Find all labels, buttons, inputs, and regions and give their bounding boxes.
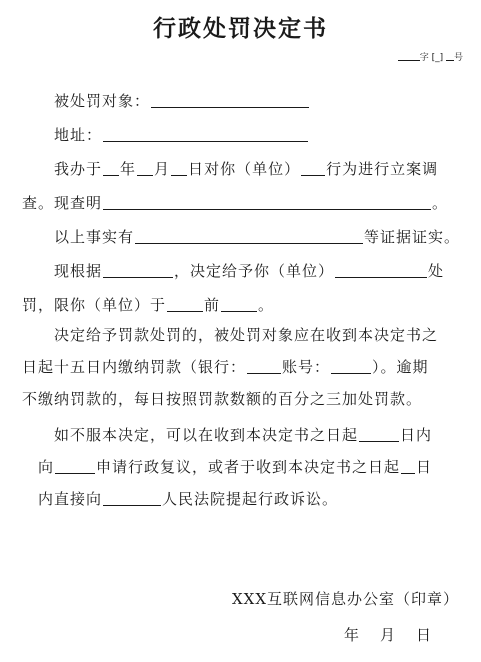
page-title: 行政处罚决定书: [153, 16, 328, 42]
doc-number-bracket: [_]: [431, 53, 444, 63]
deadline-field[interactable]: [167, 297, 203, 312]
target-label: 被处罚对象：: [54, 92, 151, 110]
action-field[interactable]: [221, 297, 257, 312]
issuing-office-seal: XXX互联网信息办公室（印章）: [232, 590, 460, 608]
p5-text-b: 日内: [400, 426, 433, 444]
signature-day: 日: [416, 626, 433, 644]
p4-text-c: ）。逾期: [372, 358, 429, 376]
findings-field[interactable]: [103, 195, 431, 210]
signature-date: [344, 624, 432, 645]
court-field[interactable]: [103, 491, 161, 506]
target-field[interactable]: [151, 93, 309, 108]
bank-field[interactable]: [247, 359, 281, 374]
p2-text-a: 以上事实有: [54, 228, 135, 246]
paragraph-4-line-2: [22, 356, 429, 377]
doc-number-hao: 号: [453, 53, 463, 63]
p3-text-d: 罚，限你（单位）于: [22, 296, 167, 314]
address-row: [54, 124, 309, 145]
review-days-field[interactable]: [359, 427, 399, 442]
paragraph-1-line-1: [54, 158, 438, 179]
paragraph-1-line-2: [22, 192, 448, 213]
p1-text-c: 行为进行立案调: [326, 160, 439, 178]
paragraph-4-line-3: 不缴纳罚款的，每日按照罚款数额的百分之三加处罚款。: [22, 390, 423, 408]
legal-basis-field[interactable]: [103, 263, 173, 278]
p3-text-a: 现根据: [54, 262, 103, 280]
paragraph-3-line-1: [54, 260, 444, 281]
p3-text-e: 前: [204, 296, 221, 314]
lawsuit-days-field[interactable]: [401, 459, 415, 474]
paragraph-5-line-1: [54, 424, 432, 445]
target-row: [54, 90, 310, 111]
paragraph-2: [54, 226, 460, 247]
paragraph-3-line-2: [22, 294, 274, 315]
review-agency-field[interactable]: [55, 459, 95, 474]
account-field[interactable]: [331, 359, 371, 374]
p4-text-b: 账号：: [282, 358, 331, 376]
day-field[interactable]: [171, 161, 187, 176]
p1-text-a: 我办于: [54, 160, 103, 178]
p3-text-c: 处: [428, 262, 445, 280]
paragraph-5-line-2: [38, 456, 432, 477]
address-field[interactable]: [103, 127, 308, 142]
signature-month: 月: [380, 626, 397, 644]
p1-month: 月: [154, 160, 171, 178]
p5-text-g: 人民法院提起行政诉讼。: [162, 490, 339, 508]
doc-number-blank[interactable]: [398, 51, 420, 61]
p3-text-f: 。: [258, 296, 275, 314]
signature-year: 年: [344, 626, 361, 644]
document-number: [398, 50, 463, 63]
month-field[interactable]: [137, 161, 153, 176]
p5-text-c: 向: [38, 458, 55, 476]
p1-text-b: 对你（单位）: [204, 160, 301, 178]
address-label: 地址：: [54, 126, 103, 144]
p4-text-a: 日起十五日内缴纳罚款（银行：: [22, 358, 247, 376]
p1-year: 年: [120, 160, 137, 178]
p5-text-d: 申请行政复议，或者于收到本决定书之日起: [96, 458, 401, 476]
paragraph-4-line-1: 决定给予罚款处罚的，被处罚对象应在收到本决定书之: [54, 326, 439, 344]
p1-end: 。: [432, 194, 449, 212]
penalty-field[interactable]: [335, 263, 427, 278]
doc-number-serial-blank[interactable]: [446, 51, 454, 61]
p1-day: 日: [188, 160, 205, 178]
p5-text-f: 内直接向: [38, 490, 103, 508]
p5-text-a: 如不服本决定，可以在收到本决定书之日起: [54, 426, 359, 444]
p1-text-d: 查。现查明: [22, 194, 103, 212]
behavior-field[interactable]: [301, 161, 325, 176]
p3-text-b: ，决定给予你（单位）: [174, 262, 335, 280]
doc-number-zi: 字: [419, 53, 429, 63]
p5-text-e: 日: [416, 458, 433, 476]
year-field[interactable]: [103, 161, 119, 176]
p2-text-b: 等证据证实。: [364, 228, 461, 246]
evidence-field[interactable]: [135, 229, 363, 244]
paragraph-5-line-3: [38, 488, 338, 509]
